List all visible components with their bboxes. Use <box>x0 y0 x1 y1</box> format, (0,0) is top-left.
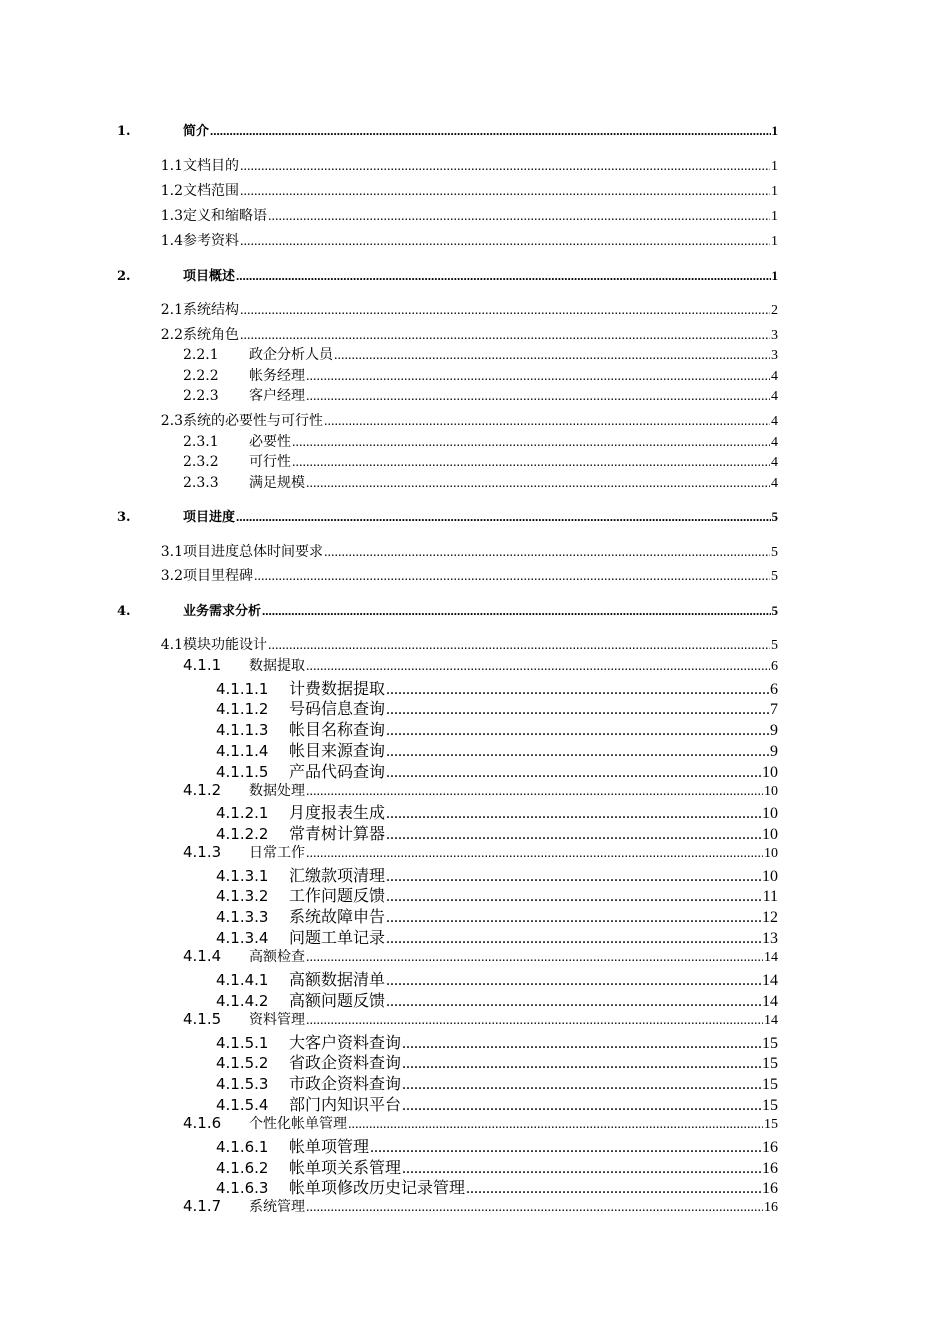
toc-entry-page: 4 <box>771 455 778 470</box>
toc-entry-title: 系统角色 <box>183 327 239 343</box>
toc-entry-title: 项目进度总体时间要求 <box>183 544 323 560</box>
toc-entry-number: 2.3 <box>160 413 183 429</box>
toc-entry[interactable] <box>129 410 778 430</box>
toc-entry-number: 1.1 <box>160 158 183 174</box>
toc-entry[interactable] <box>117 120 778 140</box>
toc-entry-number: 4.1.6.2 <box>216 1159 269 1177</box>
toc-entry-page: 16 <box>762 1180 778 1197</box>
toc-entry-page: 4 <box>771 414 778 429</box>
toc-leader-dots <box>306 476 770 492</box>
toc-entry-page: 1 <box>771 234 778 249</box>
toc-entry-number: 2.3.3 <box>183 475 219 491</box>
toc-entry[interactable] <box>216 821 778 841</box>
toc-leader-dots <box>236 509 770 525</box>
toc-entry-title: 系统结构 <box>183 302 239 318</box>
toc-entry-page: 10 <box>762 764 778 781</box>
toc-entry-title: 大客户资料查询 <box>289 1033 402 1052</box>
toc-entry-number: 4.1.5.1 <box>216 1034 269 1052</box>
toc-entry-number: 4. <box>117 604 131 619</box>
toc-entry-page: 15 <box>764 1117 778 1132</box>
toc-entry[interactable] <box>183 431 778 451</box>
toc-entry-number: 4.1.1.5 <box>216 763 269 781</box>
toc-entry-number: 3.2 <box>160 568 183 584</box>
toc-entry-title: 高额检查 <box>249 949 305 965</box>
toc-entry[interactable] <box>216 967 778 987</box>
toc-entry-number: 4.1.4.1 <box>216 971 269 989</box>
toc-entry[interactable] <box>183 780 778 800</box>
toc-entry[interactable] <box>216 925 778 945</box>
toc-leader-dots <box>268 209 770 225</box>
toc-entry[interactable] <box>216 1092 778 1112</box>
toc-entry[interactable] <box>216 1071 778 1091</box>
toc-entry[interactable] <box>216 1134 778 1154</box>
toc-leader-dots <box>306 950 763 966</box>
toc-entry-page: 6 <box>770 681 778 698</box>
toc-entry-title: 省政企资料查询 <box>289 1053 402 1072</box>
toc-entry-title: 数据处理 <box>249 783 305 799</box>
toc-entry[interactable] <box>216 988 778 1008</box>
toc-entry-title: 系统的必要性与可行性 <box>183 413 323 429</box>
toc-entry-title: 简介 <box>183 124 210 139</box>
toc-entry-title: 必要性 <box>249 434 291 450</box>
toc-entry-page: 5 <box>771 545 778 560</box>
toc-leader-dots <box>240 303 770 319</box>
toc-entry-number: 4.1.5.2 <box>216 1054 269 1072</box>
toc-entry-page: 13 <box>762 930 778 947</box>
toc-entry[interactable] <box>216 1030 778 1050</box>
toc-entry-number: 2.1 <box>160 302 183 318</box>
toc-entry-page: 7 <box>770 701 778 718</box>
toc-entry-number: 4.1.5 <box>183 1010 222 1028</box>
toc-leader-dots <box>292 435 770 451</box>
toc-entry-number: 2.2 <box>160 327 183 343</box>
toc-entry-page: 15 <box>762 1076 778 1093</box>
toc-entry-page: 10 <box>764 784 778 799</box>
toc-entry[interactable] <box>129 634 778 654</box>
toc-leader-dots <box>324 545 770 561</box>
toc-entry-number: 4.1.4.2 <box>216 992 269 1010</box>
toc-entry-title: 帐单项管理 <box>289 1137 370 1156</box>
toc-entry-title: 政企分析人员 <box>249 347 333 363</box>
toc-entry-page: 15 <box>762 1035 778 1052</box>
toc-entry-number: 4.1.3 <box>183 843 222 861</box>
toc-entry-page: 10 <box>762 805 778 822</box>
toc-entry-number: 4.1.1.1 <box>216 680 269 698</box>
toc-entry-number: 4.1.3.3 <box>216 908 269 926</box>
toc-entry-number: 4.1.6 <box>183 1114 222 1132</box>
toc-entry-title: 帐目来源查询 <box>289 741 386 760</box>
toc-leader-dots <box>240 234 770 250</box>
toc-entry-number: 4.1.3.4 <box>216 929 269 947</box>
toc-entry-page: 10 <box>762 868 778 885</box>
toc-leader-dots <box>324 414 770 430</box>
toc-entry[interactable] <box>183 1113 778 1133</box>
toc-entry[interactable] <box>129 230 778 250</box>
toc-entry-title: 参考资料 <box>183 233 239 249</box>
toc-leader-dots <box>268 638 770 654</box>
toc-entry[interactable] <box>129 205 778 225</box>
toc-entry-title: 满足规模 <box>249 475 305 491</box>
toc-leader-dots <box>240 184 770 200</box>
toc-entry-number: 4.1.5.3 <box>216 1075 269 1093</box>
toc-entry-page: 16 <box>762 1160 778 1177</box>
toc-entry-title: 项目进度 <box>183 510 236 525</box>
toc-entry[interactable] <box>129 180 778 200</box>
toc-entry-page: 3 <box>771 348 778 363</box>
toc-entry[interactable] <box>216 883 778 903</box>
toc-entry[interactable] <box>129 541 778 561</box>
toc-entry-title: 定义和缩略语 <box>183 208 267 224</box>
toc-entry-page: 14 <box>762 972 778 989</box>
toc-entry[interactable] <box>216 800 778 820</box>
toc-entry[interactable] <box>216 1050 778 1070</box>
toc-entry-title: 帐单项修改历史记录管理 <box>289 1178 466 1197</box>
toc-entry-page: 1 <box>771 209 778 224</box>
toc-entry-number: 1. <box>117 124 131 139</box>
toc-entry-number: 4.1.3.1 <box>216 867 269 885</box>
toc-entry-title: 市政企资料查询 <box>289 1074 402 1093</box>
toc-entry-number: 1.4 <box>160 233 183 249</box>
toc-entry-page: 5 <box>771 509 778 524</box>
toc-leader-dots <box>292 455 770 471</box>
toc-entry-title: 文档范围 <box>183 183 239 199</box>
toc-entry-title: 可行性 <box>249 454 291 470</box>
toc-entry[interactable] <box>183 1009 778 1029</box>
toc-leader-dots <box>306 659 770 675</box>
toc-leader-dots <box>348 1117 763 1133</box>
toc-entry[interactable] <box>183 451 778 471</box>
toc-entry[interactable] <box>216 738 778 758</box>
toc-leader-dots <box>306 784 763 800</box>
toc-entry-title: 资料管理 <box>249 1012 305 1028</box>
toc-entry-title: 个性化帐单管理 <box>249 1116 347 1132</box>
toc-leader-dots <box>306 389 770 405</box>
toc-entry-page: 15 <box>762 1055 778 1072</box>
toc-entry[interactable] <box>183 365 778 385</box>
toc-entry-number: 4.1.3.2 <box>216 887 269 905</box>
toc-entry-page: 6 <box>771 659 778 674</box>
toc-entry-page: 5 <box>771 569 778 584</box>
toc-entry-title: 帐目名称查询 <box>289 720 386 739</box>
toc-entry[interactable] <box>216 717 778 737</box>
toc-leader-dots <box>236 268 770 284</box>
toc-entry-title: 业务需求分析 <box>183 604 262 619</box>
toc-entry-number: 2.2.2 <box>183 368 219 384</box>
toc-entry-title: 产品代码查询 <box>289 762 386 781</box>
toc-entry-title: 工作问题反馈 <box>289 886 386 905</box>
toc-entry-page: 4 <box>771 369 778 384</box>
toc-entry-page: 10 <box>762 826 778 843</box>
toc-entry-page: 14 <box>762 993 778 1010</box>
toc-entry-page: 15 <box>762 1097 778 1114</box>
toc-entry-title: 高额问题反馈 <box>289 991 386 1010</box>
toc-entry-title: 系统管理 <box>249 1199 305 1215</box>
toc-leader-dots <box>306 846 763 862</box>
toc-entry-title: 汇缴款项清理 <box>289 866 386 885</box>
toc-entry-title: 帐单项关系管理 <box>289 1158 402 1177</box>
toc-entry-number: 2.3.2 <box>183 454 219 470</box>
toc-entry[interactable] <box>183 842 778 862</box>
toc-leader-dots <box>210 123 770 139</box>
toc-entry-number: 1.3 <box>160 208 183 224</box>
toc-entry-number: 4.1.1 <box>183 656 222 674</box>
toc-entry-page: 10 <box>764 846 778 861</box>
toc-entry-title: 模块功能设计 <box>183 637 267 653</box>
toc-entry[interactable] <box>129 155 778 175</box>
toc-entry-title: 客户经理 <box>249 388 305 404</box>
toc-entry[interactable] <box>183 655 778 675</box>
toc-entry-title: 项目里程碑 <box>183 568 253 584</box>
toc-entry[interactable] <box>183 1196 778 1216</box>
toc-entry[interactable] <box>117 506 778 526</box>
toc-entry-number: 1.2 <box>160 183 183 199</box>
toc-entry-number: 4.1.6.1 <box>216 1138 269 1156</box>
toc-entry-title: 日常工作 <box>249 845 305 861</box>
toc-entry-number: 3. <box>117 510 131 525</box>
toc-leader-dots <box>262 603 770 619</box>
toc-entry-title: 文档目的 <box>183 158 239 174</box>
toc-entry-number: 2.3.1 <box>183 434 219 450</box>
toc-entry-title: 问题工单记录 <box>289 928 386 947</box>
toc-entry[interactable] <box>183 472 778 492</box>
toc-entry-title: 帐务经理 <box>249 368 305 384</box>
toc-entry-page: 3 <box>771 328 778 343</box>
toc-entry-number: 4.1.1.2 <box>216 700 269 718</box>
toc-leader-dots <box>240 328 770 344</box>
toc-entry-number: 3.1 <box>160 544 183 560</box>
toc-entry[interactable] <box>183 946 778 966</box>
toc-entry-number: 4.1.4 <box>183 947 222 965</box>
toc-entry-page: 1 <box>771 159 778 174</box>
toc-leader-dots <box>306 1200 763 1216</box>
toc-entry[interactable] <box>216 863 778 883</box>
toc-entry[interactable] <box>216 676 778 696</box>
toc-entry-number: 4.1.5.4 <box>216 1096 269 1114</box>
toc-entry-page: 1 <box>771 184 778 199</box>
toc-entry[interactable] <box>216 904 778 924</box>
toc-entry-title: 常青树计算器 <box>289 824 386 843</box>
toc-entry-title: 系统故障申告 <box>289 907 386 926</box>
toc-entry[interactable] <box>216 1175 778 1195</box>
toc-entry-page: 9 <box>770 743 778 760</box>
toc-entry-number: 4.1.1.3 <box>216 721 269 739</box>
toc-entry[interactable] <box>129 299 778 319</box>
toc-entry-page: 5 <box>771 603 778 618</box>
toc-leader-dots <box>240 159 770 175</box>
toc-entry-title: 项目概述 <box>183 269 236 284</box>
toc-entry-title: 月度报表生成 <box>289 803 386 822</box>
toc-entry-number: 4.1.2.2 <box>216 825 269 843</box>
toc-entry-number: 2.2.3 <box>183 388 219 404</box>
toc-entry-number: 4.1.2.1 <box>216 804 269 822</box>
toc-entry[interactable] <box>216 759 778 779</box>
toc-entry[interactable] <box>129 324 778 344</box>
toc-entry[interactable] <box>117 600 778 620</box>
toc-leader-dots <box>306 369 770 385</box>
toc-entry-page: 2 <box>771 303 778 318</box>
toc-entry-title: 高额数据清单 <box>289 970 386 989</box>
toc-entry-page: 4 <box>771 435 778 450</box>
toc-entry-page: 12 <box>762 909 778 926</box>
toc-entry-number: 4.1.6.3 <box>216 1179 269 1197</box>
toc-entry[interactable] <box>216 1155 778 1175</box>
toc-entry-page: 16 <box>764 1200 778 1215</box>
toc-entry-page: 14 <box>764 1013 778 1028</box>
toc-entry-page: 16 <box>762 1139 778 1156</box>
toc-entry-page: 5 <box>771 638 778 653</box>
toc-entry[interactable] <box>216 696 778 716</box>
toc-entry-number: 2.2.1 <box>183 347 219 363</box>
toc-entry-page: 9 <box>770 722 778 739</box>
toc-entry-title: 数据提取 <box>249 658 305 674</box>
toc-entry[interactable] <box>117 265 778 285</box>
toc-entry-title: 部门内知识平台 <box>289 1095 402 1114</box>
toc-entry-title: 号码信息查询 <box>289 699 386 718</box>
toc-entry[interactable] <box>183 385 778 405</box>
toc-entry-number: 4.1.1.4 <box>216 742 269 760</box>
toc-entry-title: 计费数据提取 <box>289 679 386 698</box>
toc-leader-dots <box>254 569 770 585</box>
toc-entry-number: 4.1.7 <box>183 1197 222 1215</box>
toc-entry-page: 1 <box>771 268 778 283</box>
toc-entry-number: 2. <box>117 269 131 284</box>
toc-entry-number: 4.1 <box>160 637 183 653</box>
toc-entry-page: 4 <box>771 476 778 491</box>
toc-entry-page: 11 <box>762 888 778 905</box>
toc-entry[interactable] <box>129 565 778 585</box>
toc-leader-dots <box>306 1013 763 1029</box>
toc-entry-page: 1 <box>771 123 778 138</box>
toc-leader-dots <box>334 348 770 364</box>
toc-entry-page: 4 <box>771 389 778 404</box>
toc-entry-number: 4.1.2 <box>183 781 222 799</box>
toc-entry-page: 14 <box>764 950 778 965</box>
toc-entry[interactable] <box>183 344 778 364</box>
